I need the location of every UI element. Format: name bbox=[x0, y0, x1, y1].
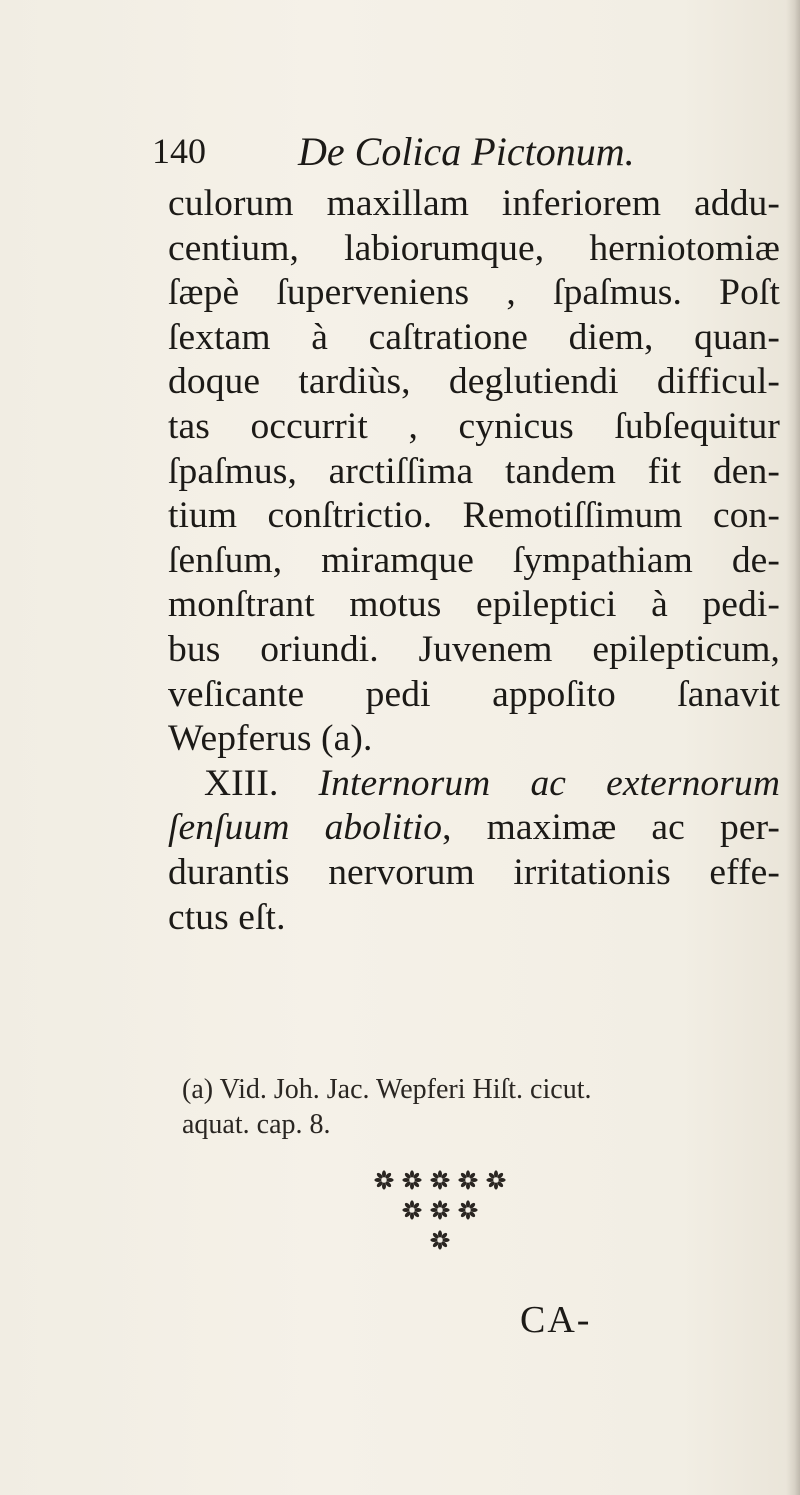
ornament-flower-icon bbox=[458, 1170, 477, 1189]
text-line: centium, labiorumque, herniotomiæ bbox=[168, 227, 780, 269]
text-line: ſæpè ſuperveniens , ſpaſmus. Poſt bbox=[168, 272, 780, 314]
body-text bbox=[168, 182, 780, 940]
footnote-line: (a) Vid. Joh. Jac. Wepferi Hiſt. cicut. bbox=[182, 1074, 592, 1105]
running-header bbox=[152, 128, 772, 178]
footnote bbox=[182, 1072, 782, 1142]
text-line: doque tardiùs, deglutiendi difficul- bbox=[168, 361, 780, 403]
ornament-graphic bbox=[360, 1160, 520, 1270]
text-line: Wepferus (a). bbox=[168, 718, 373, 760]
page-number: 140 bbox=[152, 131, 206, 171]
text-line: veſicante pedi appoſito ſanavit bbox=[168, 673, 780, 715]
section-line bbox=[168, 806, 780, 851]
section-line: durantis nervorum irritationis effe- bbox=[168, 851, 780, 893]
ornament-flower-icon bbox=[486, 1170, 505, 1189]
ornament-flower-icon bbox=[402, 1170, 421, 1189]
catchword: CA- bbox=[520, 1299, 592, 1341]
text-line: ſpaſmus, arctiſſima tandem fit den- bbox=[168, 450, 780, 492]
text-line: tium conſtrictio. Remotiſſimum con- bbox=[168, 495, 780, 537]
text-line: monſtrant motus epileptici à pedi- bbox=[168, 584, 780, 626]
text-line: tas occurrit , cynicus ſubſequitur bbox=[168, 405, 780, 447]
ornament-flower-icon bbox=[402, 1200, 421, 1219]
section-number: XIII. bbox=[204, 762, 279, 804]
ornament-flower-icon bbox=[430, 1170, 449, 1189]
ornament-flower-icon bbox=[430, 1230, 449, 1249]
section-title-italic: ſenſuum abolitio bbox=[168, 807, 443, 849]
text-line: ſextam à caſtratione diem, quan- bbox=[168, 316, 780, 358]
section-heading-line bbox=[168, 762, 780, 807]
text-line: culorum maxillam inferiorem addu- bbox=[168, 183, 780, 224]
binding-gutter bbox=[786, 0, 800, 1495]
asterism-ornament-icon bbox=[360, 1160, 520, 1270]
section-title-italic: Internorum ac externorum bbox=[318, 762, 780, 804]
ornament-flower-icon bbox=[458, 1200, 477, 1219]
text-line: ſenſum, miramque ſympathiam de- bbox=[168, 539, 780, 581]
ornament-flower-icon bbox=[374, 1170, 393, 1189]
text-line: bus oriundi. Juvenem epilepticum, bbox=[168, 628, 780, 670]
section-text: , maximæ ac per- bbox=[442, 807, 780, 849]
footnote-line: aquat. cap. 8. bbox=[182, 1109, 331, 1140]
running-title: De Colica Pictonum. bbox=[298, 129, 635, 174]
ornament-flower-icon bbox=[430, 1200, 449, 1219]
section-line: ctus eſt. bbox=[168, 896, 286, 938]
